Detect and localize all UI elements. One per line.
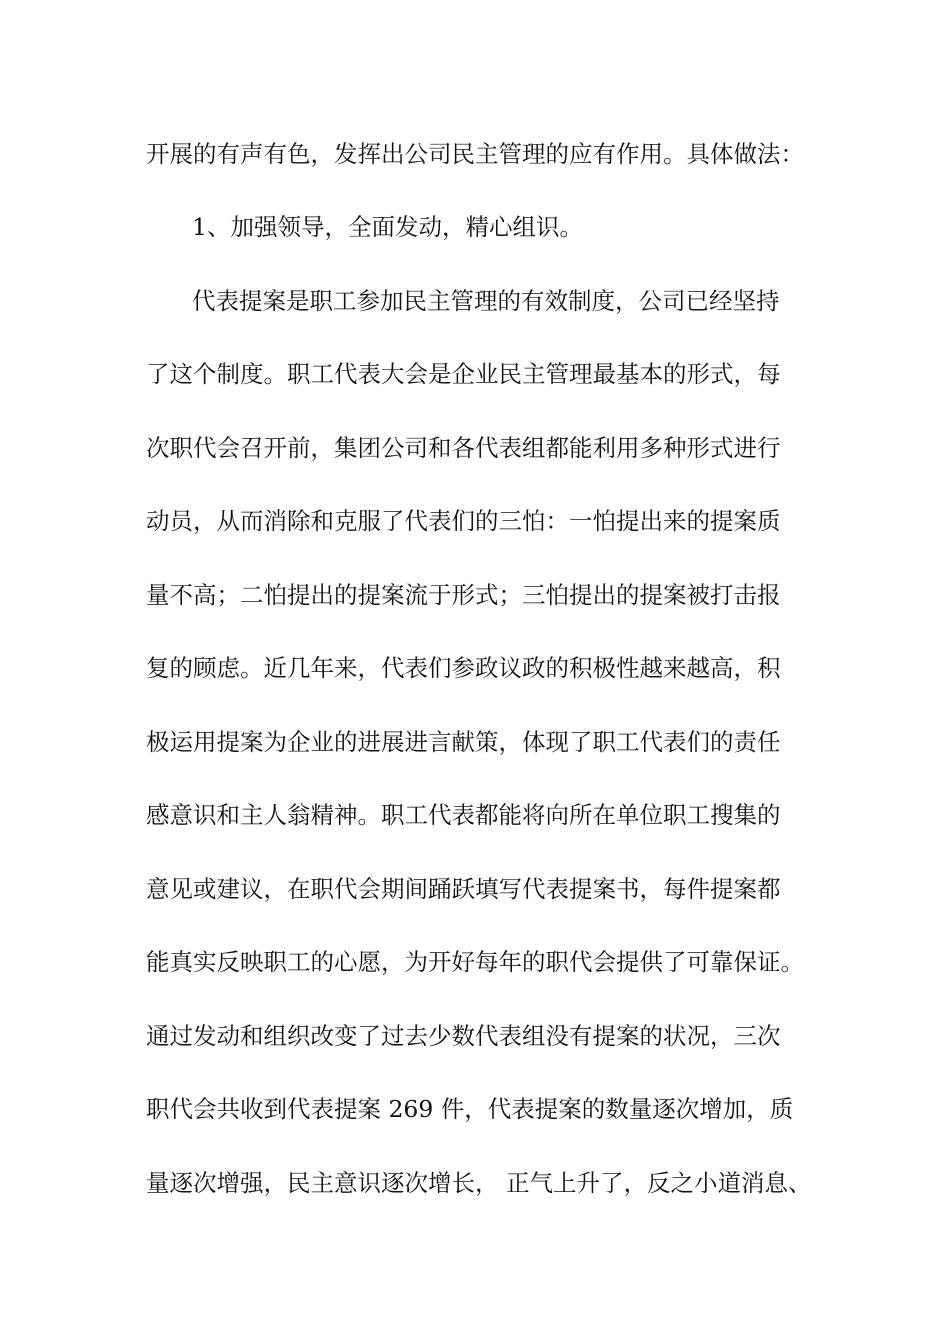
text-line-15: 量逐次增强，民主意识逐次增长， 正气上升了，反之小道消息、	[146, 1169, 812, 1197]
text-line-2: 1、加强领导，全面发动，精心组识。	[192, 213, 583, 241]
text-line-6: 动员，从而消除和克服了代表们的三怕：一怕提出来的提案质	[146, 507, 781, 535]
text-line-1: 开展的有声有色，发挥出公司民主管理的应有作用。具体做法：	[146, 140, 804, 168]
text-line-11: 意见或建议，在职代会期间踊跃填写代表提案书，每件提案都	[146, 875, 781, 903]
text-line-14: 职代会共收到代表提案 269 件，代表提案的数量逐次增加，质	[146, 1095, 794, 1123]
text-line-12: 能真实反映职工的心愿，为开好每年的职代会提供了可靠保证。	[146, 948, 804, 976]
text-line-4: 了这个制度。职工代表大会是企业民主管理最基本的形式，每	[146, 360, 781, 388]
text-line-7: 量不高；二怕提出的提案流于形式；三怕提出的提案被打击报	[146, 581, 781, 609]
text-line-8: 复的顾虑。近几年来，代表们参政议政的积极性越来越高，积	[146, 654, 781, 682]
text-line-13: 通过发动和组织改变了过去少数代表组没有提案的状况，三次	[146, 1022, 781, 1050]
text-line-9: 极运用提案为企业的进展进言献策，体现了职工代表们的责任	[146, 728, 781, 756]
text-line-3: 代表提案是职工参加民主管理的有效制度，公司已经坚持	[192, 287, 780, 315]
text-line-10: 感意识和主人翁精神。职工代表都能将向所在单位职工搜集的	[146, 801, 781, 829]
text-line-5: 次职代会召开前，集团公司和各代表组都能利用多种形式进行	[146, 434, 781, 462]
